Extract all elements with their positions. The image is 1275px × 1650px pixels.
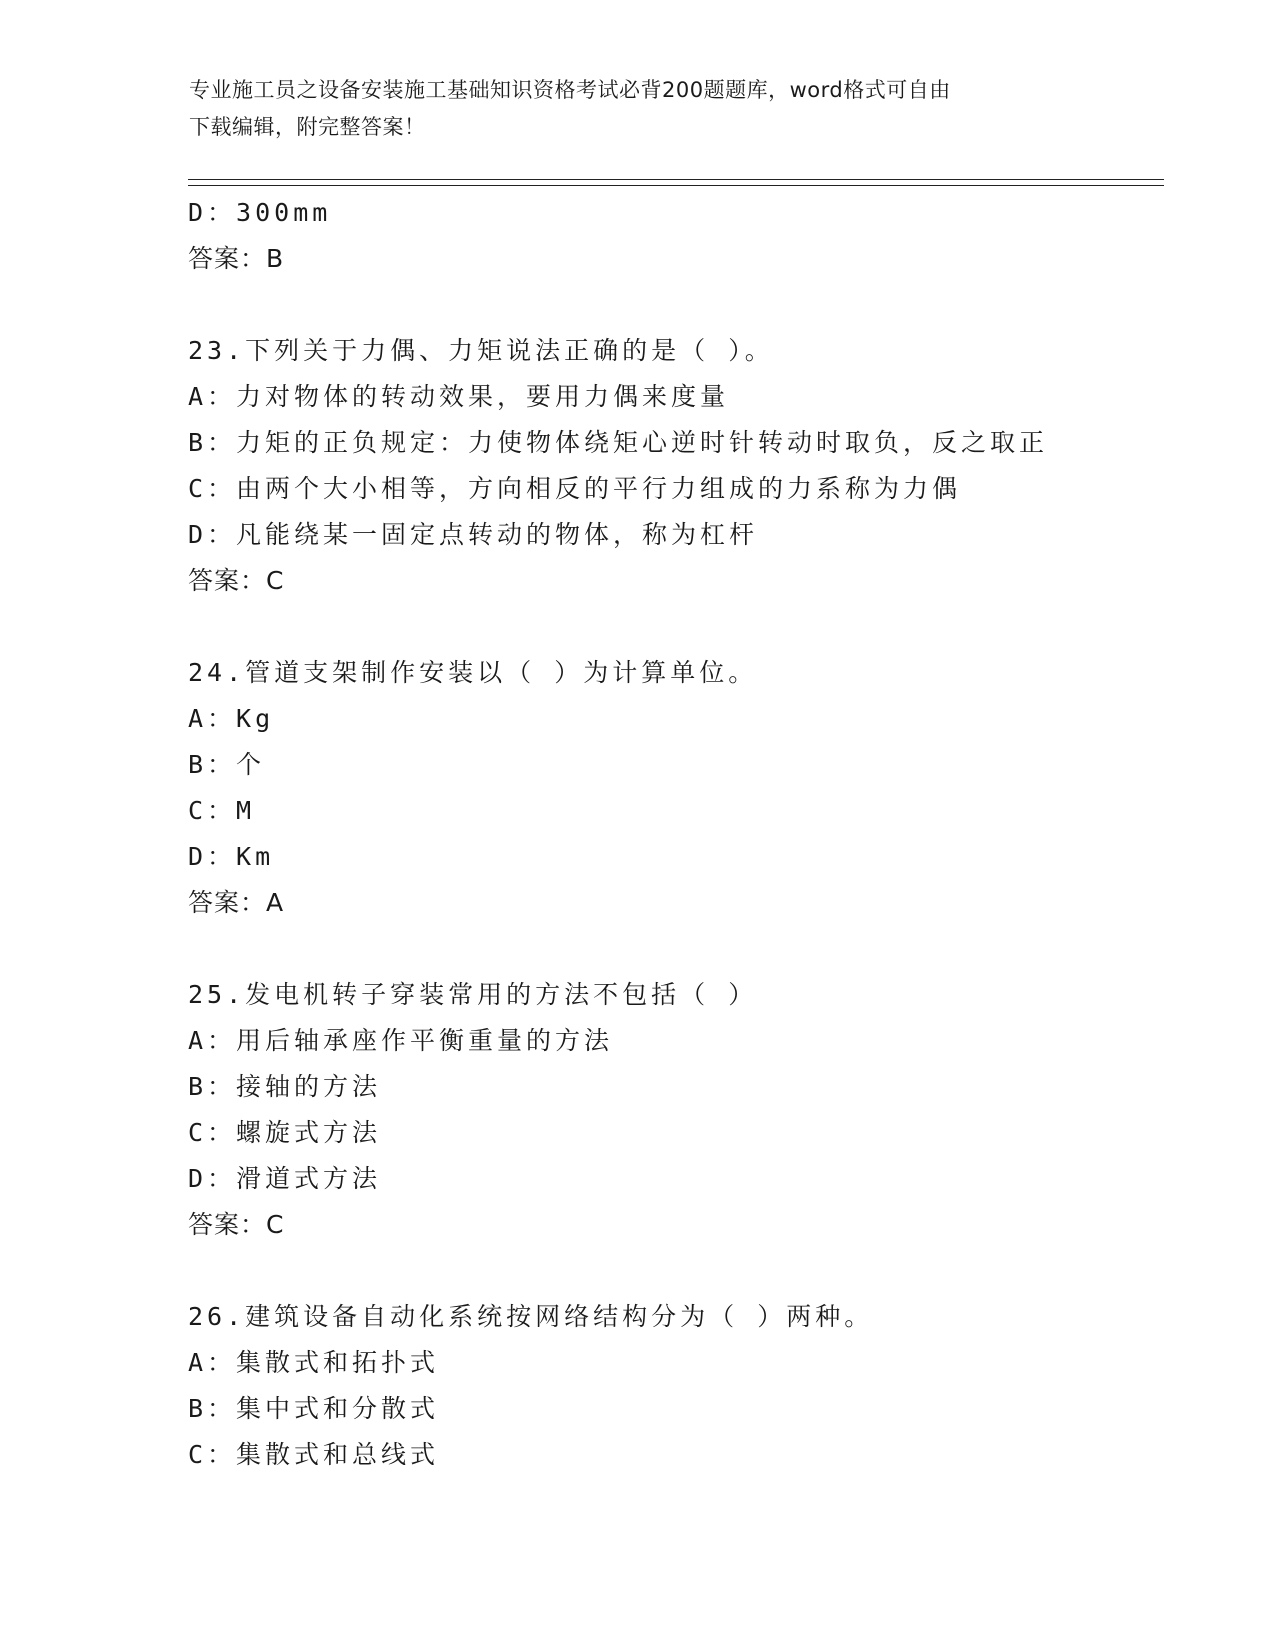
option-c: C：M (188, 796, 256, 825)
option-a: A：用后轴承座作平衡重量的方法 (188, 1026, 614, 1055)
answer-line: 答案：A (188, 888, 285, 917)
question-stem: 25.发电机转子穿装常用的方法不包括（ ） (188, 980, 758, 1009)
option-c: C：由两个大小相等，方向相反的平行力组成的力系称为力偶 (188, 474, 962, 503)
page-header (189, 72, 1089, 146)
option-d: D：Km (188, 842, 275, 871)
question-stem: 24.管道支架制作安装以（ ）为计算单位。 (188, 658, 758, 687)
answer-line: 答案：C (188, 1210, 285, 1239)
question-26 (188, 1294, 1168, 1478)
option-b: B：接轴的方法 (188, 1072, 382, 1101)
option-b: B：集中式和分散式 (188, 1394, 440, 1423)
option-b: B：个 (188, 750, 266, 779)
question-25 (188, 972, 1168, 1248)
option-d: D：滑道式方法 (188, 1164, 382, 1193)
option-d: D：300mm (188, 198, 332, 227)
header-line-2: 下载编辑，附完整答案！ (189, 115, 426, 139)
option-d: D：凡能绕某一固定点转动的物体，称为杠杆 (188, 520, 759, 549)
option-b: B：力矩的正负规定：力使物体绕矩心逆时针转动时取负，反之取正 (188, 428, 1049, 457)
header-line-1: 专业施工员之设备安装施工基础知识资格考试必背200题题库，word格式可自由 (189, 78, 951, 102)
option-a: A：力对物体的转动效果，要用力偶来度量 (188, 382, 730, 411)
spacer (188, 604, 1168, 650)
option-c: C：螺旋式方法 (188, 1118, 382, 1147)
question-24 (188, 650, 1168, 926)
spacer (188, 1248, 1168, 1294)
question-23 (188, 328, 1168, 604)
document-body (188, 190, 1168, 1478)
question-stem: 26.建筑设备自动化系统按网络结构分为（ ）两种。 (188, 1302, 874, 1331)
header-rule-top (188, 179, 1164, 180)
spacer (188, 282, 1168, 328)
answer-line: 答案：C (188, 566, 285, 595)
answer-line: 答案：B (188, 244, 285, 273)
header-rule-bottom (188, 185, 1164, 186)
option-a: A：集散式和拓扑式 (188, 1348, 440, 1377)
question-stem: 23.下列关于力偶、力矩说法正确的是（ ）。 (188, 336, 774, 365)
option-c: C：集散式和总线式 (188, 1440, 440, 1469)
option-a: A：Kg (188, 704, 275, 733)
spacer (188, 926, 1168, 972)
